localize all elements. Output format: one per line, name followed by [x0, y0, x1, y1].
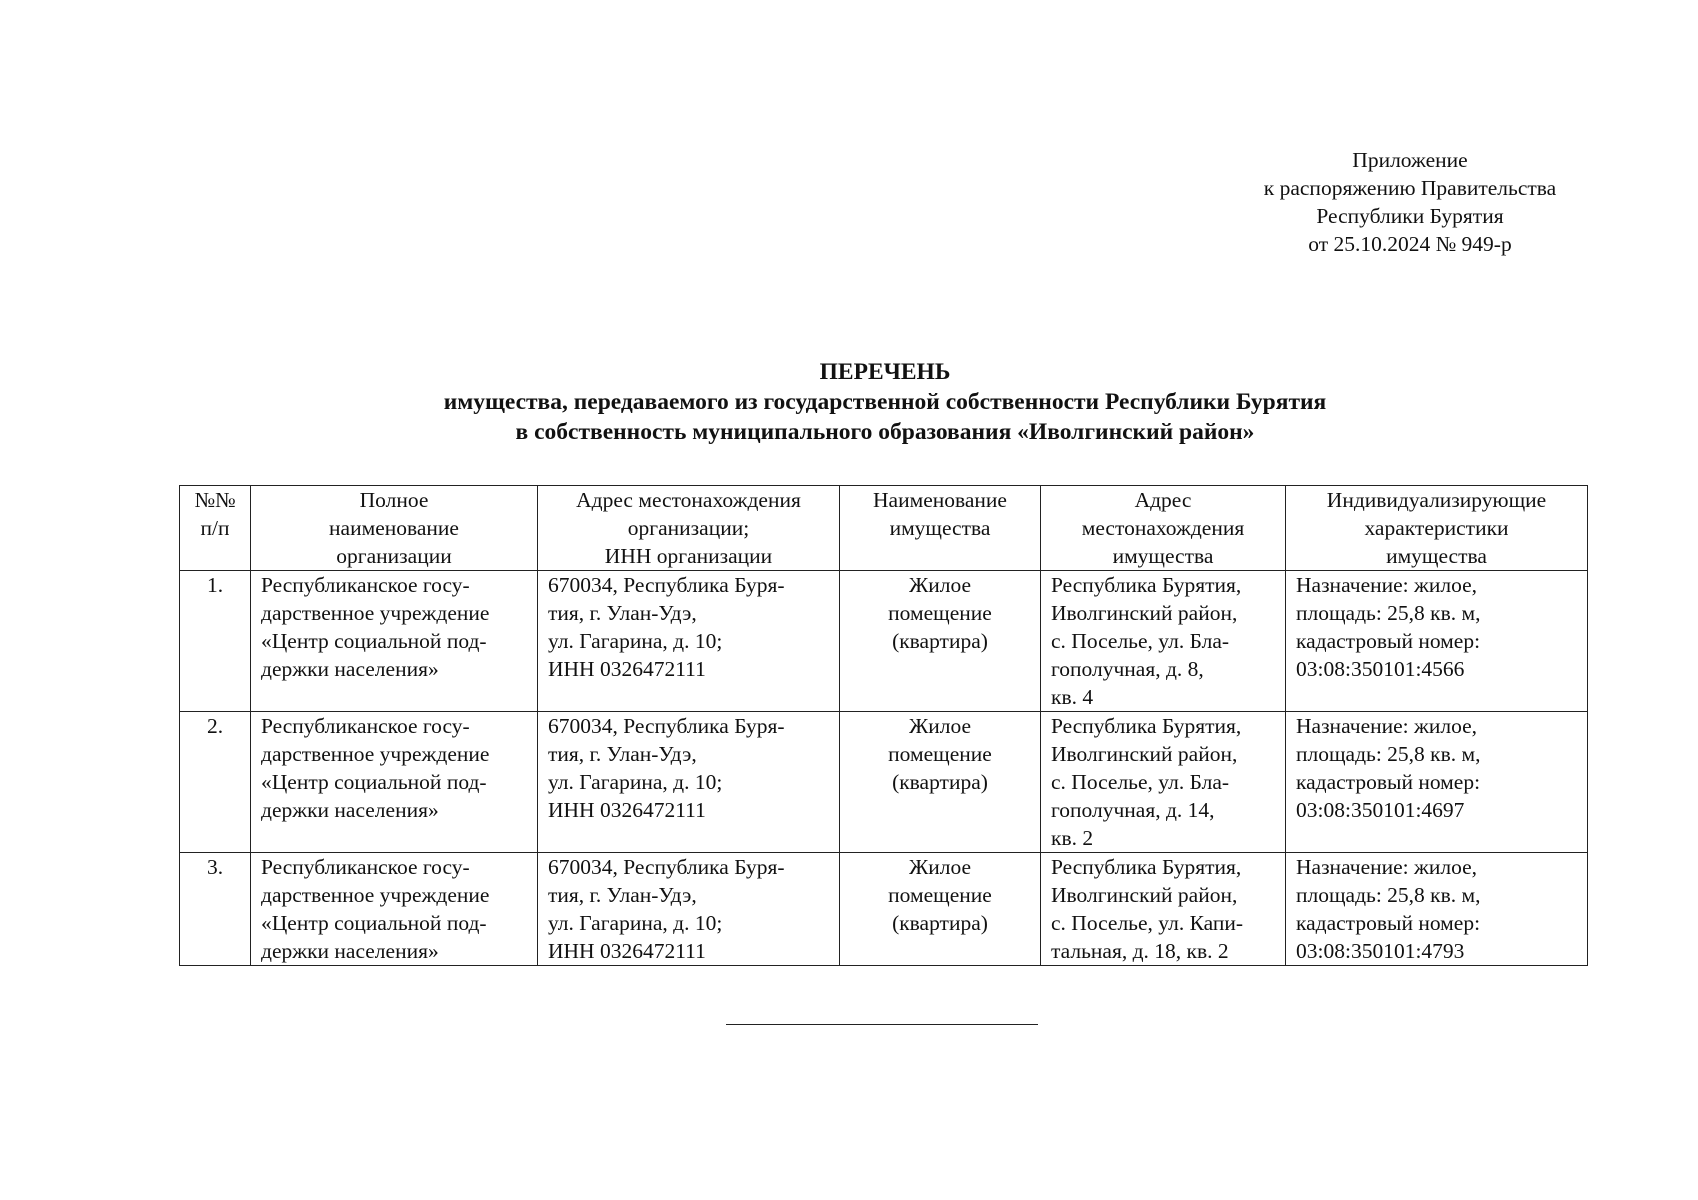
organization-cell: Республиканское госу- дарственное учреждение «Центр социальной под- держки населения» [251, 571, 538, 712]
property-name-cell: Жилое помещение (квартира) [840, 571, 1041, 712]
characteristics-cell: Назначение: жилое, площадь: 25,8 кв. м, кадастровый номер: 03:08:350101:4697 [1286, 712, 1588, 853]
end-divider [726, 1024, 1038, 1025]
property-name-cell: Жилое помещение (квартира) [840, 712, 1041, 853]
header-number: №№ п/п [180, 486, 251, 571]
property-name-cell: Жилое помещение (квартира) [840, 853, 1041, 966]
appendix-line: от 25.10.2024 № 949-р [1308, 232, 1512, 256]
appendix-line: Республики Бурятия [1316, 204, 1504, 228]
appendix-note [1180, 146, 1640, 258]
table-header-row [180, 486, 1588, 571]
table-row [180, 853, 1588, 966]
header-characteristics: Индивидуализирующие характеристики имущества [1286, 486, 1588, 571]
organization-cell: Республиканское госу- дарственное учреждение «Центр социальной под- держки населения» [251, 853, 538, 966]
header-property-address: Адрес местонахождения имущества [1041, 486, 1286, 571]
header-organization-address: Адрес местонахождения организации; ИНН организации [538, 486, 840, 571]
title-subheading: в собственность муниципального образования «Иволгинский район» [515, 419, 1255, 445]
organization-address-cell: 670034, Республика Буря- тия, г. Улан-Удэ, ул. Гагарина, д. 10; ИНН 0326472111 [538, 712, 840, 853]
appendix-line: Приложение [1352, 148, 1468, 172]
characteristics-cell: Назначение: жилое, площадь: 25,8 кв. м, кадастровый номер: 03:08:350101:4793 [1286, 853, 1588, 966]
header-property-name: Наименование имущества [840, 486, 1041, 571]
organization-address-cell: 670034, Республика Буря- тия, г. Улан-Удэ, ул. Гагарина, д. 10; ИНН 0326472111 [538, 853, 840, 966]
document-title [0, 357, 1698, 447]
row-number: 2. [180, 712, 251, 853]
characteristics-cell: Назначение: жилое, площадь: 25,8 кв. м, кадастровый номер: 03:08:350101:4566 [1286, 571, 1588, 712]
table-row [180, 571, 1588, 712]
title-heading: ПЕРЕЧЕНЬ [819, 359, 951, 385]
property-address-cell: Республика Бурятия, Иволгинский район, с. Поселье, ул. Капи- тальная, д. 18, кв. 2 [1041, 853, 1286, 966]
organization-cell: Республиканское госу- дарственное учреждение «Центр социальной под- держки населения» [251, 712, 538, 853]
row-number: 3. [180, 853, 251, 966]
property-address-cell: Республика Бурятия, Иволгинский район, с. Поселье, ул. Бла- гополучная, д. 8, кв. 4 [1041, 571, 1286, 712]
header-organization: Полное наименование организации [251, 486, 538, 571]
property-table [179, 485, 1588, 966]
appendix-line: к распоряжению Правительства [1263, 176, 1557, 200]
organization-address-cell: 670034, Республика Буря- тия, г. Улан-Удэ, ул. Гагарина, д. 10; ИНН 0326472111 [538, 571, 840, 712]
row-number: 1. [180, 571, 251, 712]
property-address-cell: Республика Бурятия, Иволгинский район, с. Поселье, ул. Бла- гополучная, д. 14, кв. 2 [1041, 712, 1286, 853]
table-row [180, 712, 1588, 853]
title-subheading: имущества, передаваемого из государственной собственности Республики Бурятия [443, 389, 1327, 415]
